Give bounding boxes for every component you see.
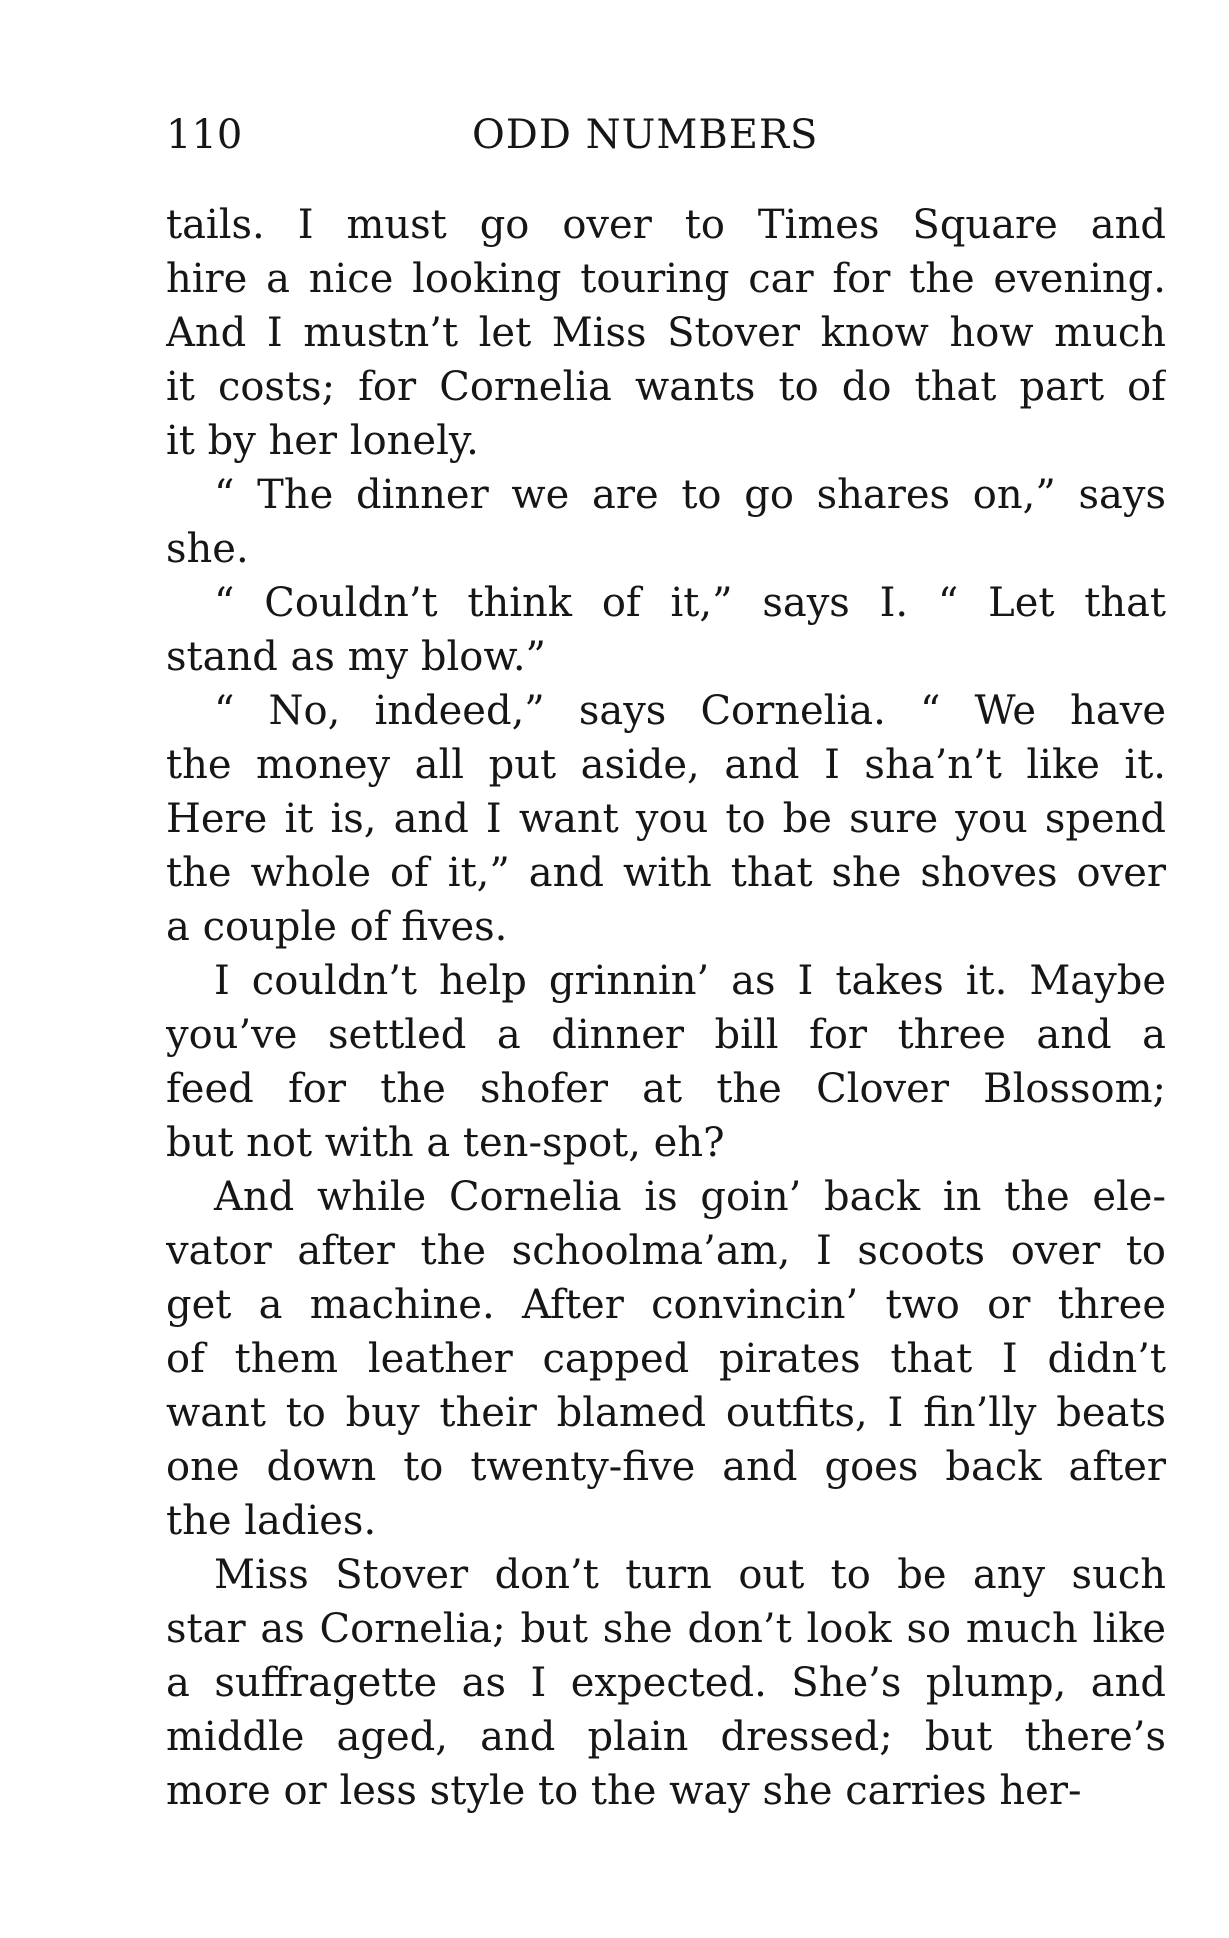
- text-line: get a machine. After convincin’ two or three: [166, 1282, 1166, 1328]
- text-line: it costs; for Cornelia wants to do that part of: [166, 364, 1166, 410]
- text-line: the ladies.: [166, 1498, 377, 1544]
- paragraph: [166, 1548, 1166, 1818]
- text-line: I couldn’t help grinnin’ as I takes it. Maybe: [214, 958, 1166, 1004]
- text-line: feed for the shofer at the Clover Blossom;: [166, 1066, 1166, 1112]
- text-line: you’ve settled a dinner bill for three and a: [166, 1012, 1166, 1058]
- text-line: the whole of it,” and with that she shoves over: [166, 850, 1166, 896]
- text-line: a couple of fives.: [166, 904, 508, 950]
- text-line: tails. I must go over to Times Square and: [166, 202, 1166, 248]
- text-line: more or less style to the way she carries her-: [166, 1768, 1082, 1814]
- body-text: [166, 198, 1166, 1818]
- text-line: one down to twenty-five and goes back after: [166, 1444, 1166, 1490]
- paragraph: [166, 576, 1166, 684]
- text-line: Miss Stover don’t turn out to be any such: [214, 1552, 1166, 1598]
- text-line: star as Cornelia; but she don’t look so much like: [166, 1606, 1166, 1652]
- paragraph: [166, 684, 1166, 954]
- page-number: 110: [166, 112, 243, 158]
- running-title: ODD NUMBERS: [472, 112, 819, 158]
- text-line: And while Cornelia is goin’ back in the ele-: [214, 1174, 1166, 1220]
- text-line: hire a nice looking touring car for the evening.: [166, 256, 1166, 302]
- paragraph: [166, 468, 1166, 576]
- paragraph: [166, 954, 1166, 1170]
- text-line: Here it is, and I want you to be sure you spend: [166, 796, 1166, 842]
- text-line: of them leather capped pirates that I didn’t: [166, 1336, 1166, 1382]
- text-line: but not with a ten-spot, eh?: [166, 1120, 725, 1166]
- text-line: “ No, indeed,” says Cornelia. “ We have: [214, 688, 1166, 734]
- text-line: the money all put aside, and I sha’n’t like it.: [166, 742, 1166, 788]
- text-line: And I mustn’t let Miss Stover know how much: [166, 310, 1166, 356]
- text-line: “ Couldn’t think of it,” says I. “ Let that: [214, 580, 1166, 626]
- paragraph: [166, 1170, 1166, 1548]
- text-line: middle aged, and plain dressed; but there’s: [166, 1714, 1166, 1760]
- text-line: stand as my blow.”: [166, 634, 546, 680]
- text-line: she.: [166, 526, 249, 572]
- text-line: vator after the schoolma’am, I scoots over to: [166, 1228, 1166, 1274]
- text-line: “ The dinner we are to go shares on,” says: [214, 472, 1166, 518]
- text-line: a suffragette as I expected. She’s plump, and: [166, 1660, 1166, 1706]
- paragraph: [166, 198, 1166, 468]
- text-line: it by her lonely.: [166, 418, 479, 464]
- text-line: want to buy their blamed outfits, I fin’lly beats: [166, 1390, 1166, 1436]
- running-head: [166, 105, 1166, 165]
